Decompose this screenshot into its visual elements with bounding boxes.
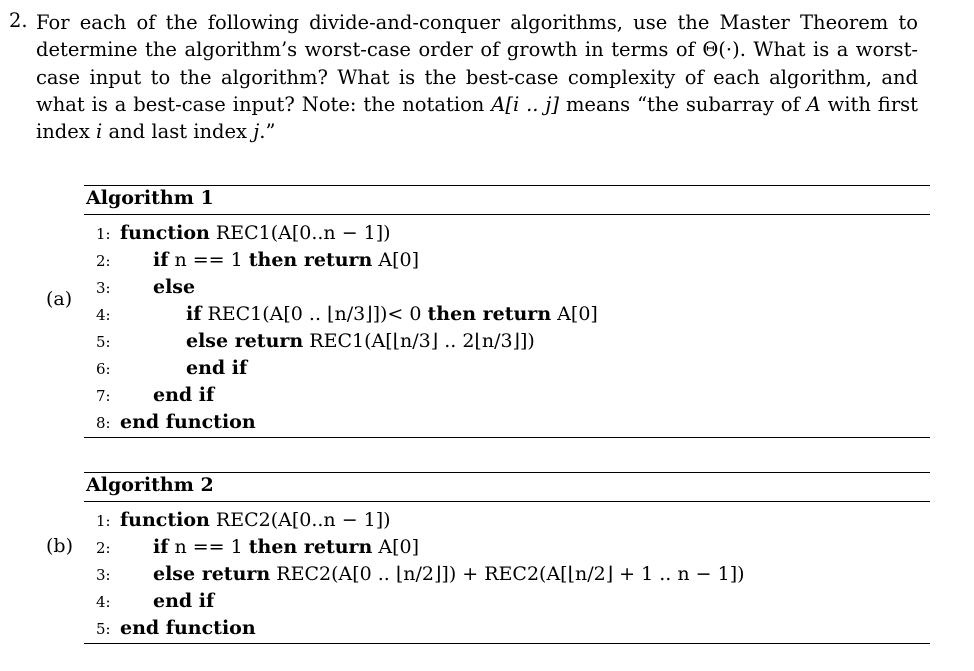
code-keyword: function [120,222,210,244]
code-keyword: then return [248,249,373,271]
code-keyword: end if [153,384,215,406]
algorithm-title: Algorithm 1 [86,187,214,209]
line-number: 6: [96,360,111,378]
question-text [36,9,918,145]
code-text: REC1(A[⌊n/3⌋ .. 2⌊n/3⌋]) [303,330,535,352]
question-text-part: For each of the following divide-and-conquer algorithms, use the Master Theorem to determine the algorithm’s worst-case order of growth in terms of Θ(·). What is a worst-case input to the algorithm? What is the best-case complexity of each algorithm, and what is a best-case input? Note: the notation [36,11,918,116]
code-keyword: else return [153,563,271,585]
line-number: 5: [96,333,111,351]
question-text-part: .” [259,120,276,144]
question-text-part: A [806,92,821,116]
code-keyword: end function [120,617,256,639]
question-text-part: and last index [102,120,254,144]
algorithm-bottom-rule [84,437,930,438]
line-number: 2: [96,539,111,557]
algorithm-1-box [84,184,930,440]
question-text-part: i [96,120,103,144]
code-text: REC1(A[0 .. ⌊n/3⌋])< 0 [201,303,428,325]
line-number: 8: [96,414,111,432]
code-keyword: then return [427,303,552,325]
code-text: A[0] [372,249,420,271]
code-keyword: then return [248,536,373,558]
code-keyword: else [153,276,196,298]
code-keyword: end if [153,590,215,612]
algorithm-top-rule [84,472,930,473]
code-text: REC1(A[0..n − 1]) [209,222,391,244]
line-number: 4: [96,593,111,611]
code-keyword: end if [186,357,248,379]
line-number: 4: [96,306,111,324]
code-keyword: end function [120,411,256,433]
algorithm-title-rule [84,501,930,502]
algorithm-top-rule [84,185,930,186]
part-a-label: (a) [46,288,73,310]
code-keyword: if [186,303,202,325]
code-text: REC2(A[0 .. ⌊n/2⌋]) + REC2(A[⌊n/2⌋ + 1 .. n − 1]) [270,563,745,585]
question-text-part: A[i .. j] [491,92,560,116]
question-number: 2. [9,9,28,32]
line-number: 1: [96,225,111,243]
question-text-part: j [253,120,260,144]
code-keyword: if [153,249,169,271]
code-keyword: if [153,536,169,558]
code-text: REC2(A[0..n − 1]) [209,509,391,531]
line-number: 3: [96,566,111,584]
question-text-part: with first index [36,92,918,144]
code-text: A[0] [551,303,598,325]
line-number: 7: [96,387,111,405]
question-text-part: means “the subarray of [559,92,807,116]
code-text: n == 1 [168,536,249,558]
algorithm-bottom-rule [84,643,930,644]
code-text: A[0] [372,536,420,558]
line-number: 2: [96,252,111,270]
part-b-label: (b) [46,535,73,557]
algorithm-title-rule [84,214,930,215]
algorithm-title: Algorithm 2 [86,474,214,496]
line-number: 5: [96,620,111,638]
code-keyword: function [120,509,210,531]
code-keyword: else return [186,330,304,352]
line-number: 1: [96,512,111,530]
code-text: n == 1 [168,249,249,271]
line-number: 3: [96,279,111,297]
algorithm-2-box [84,471,930,647]
